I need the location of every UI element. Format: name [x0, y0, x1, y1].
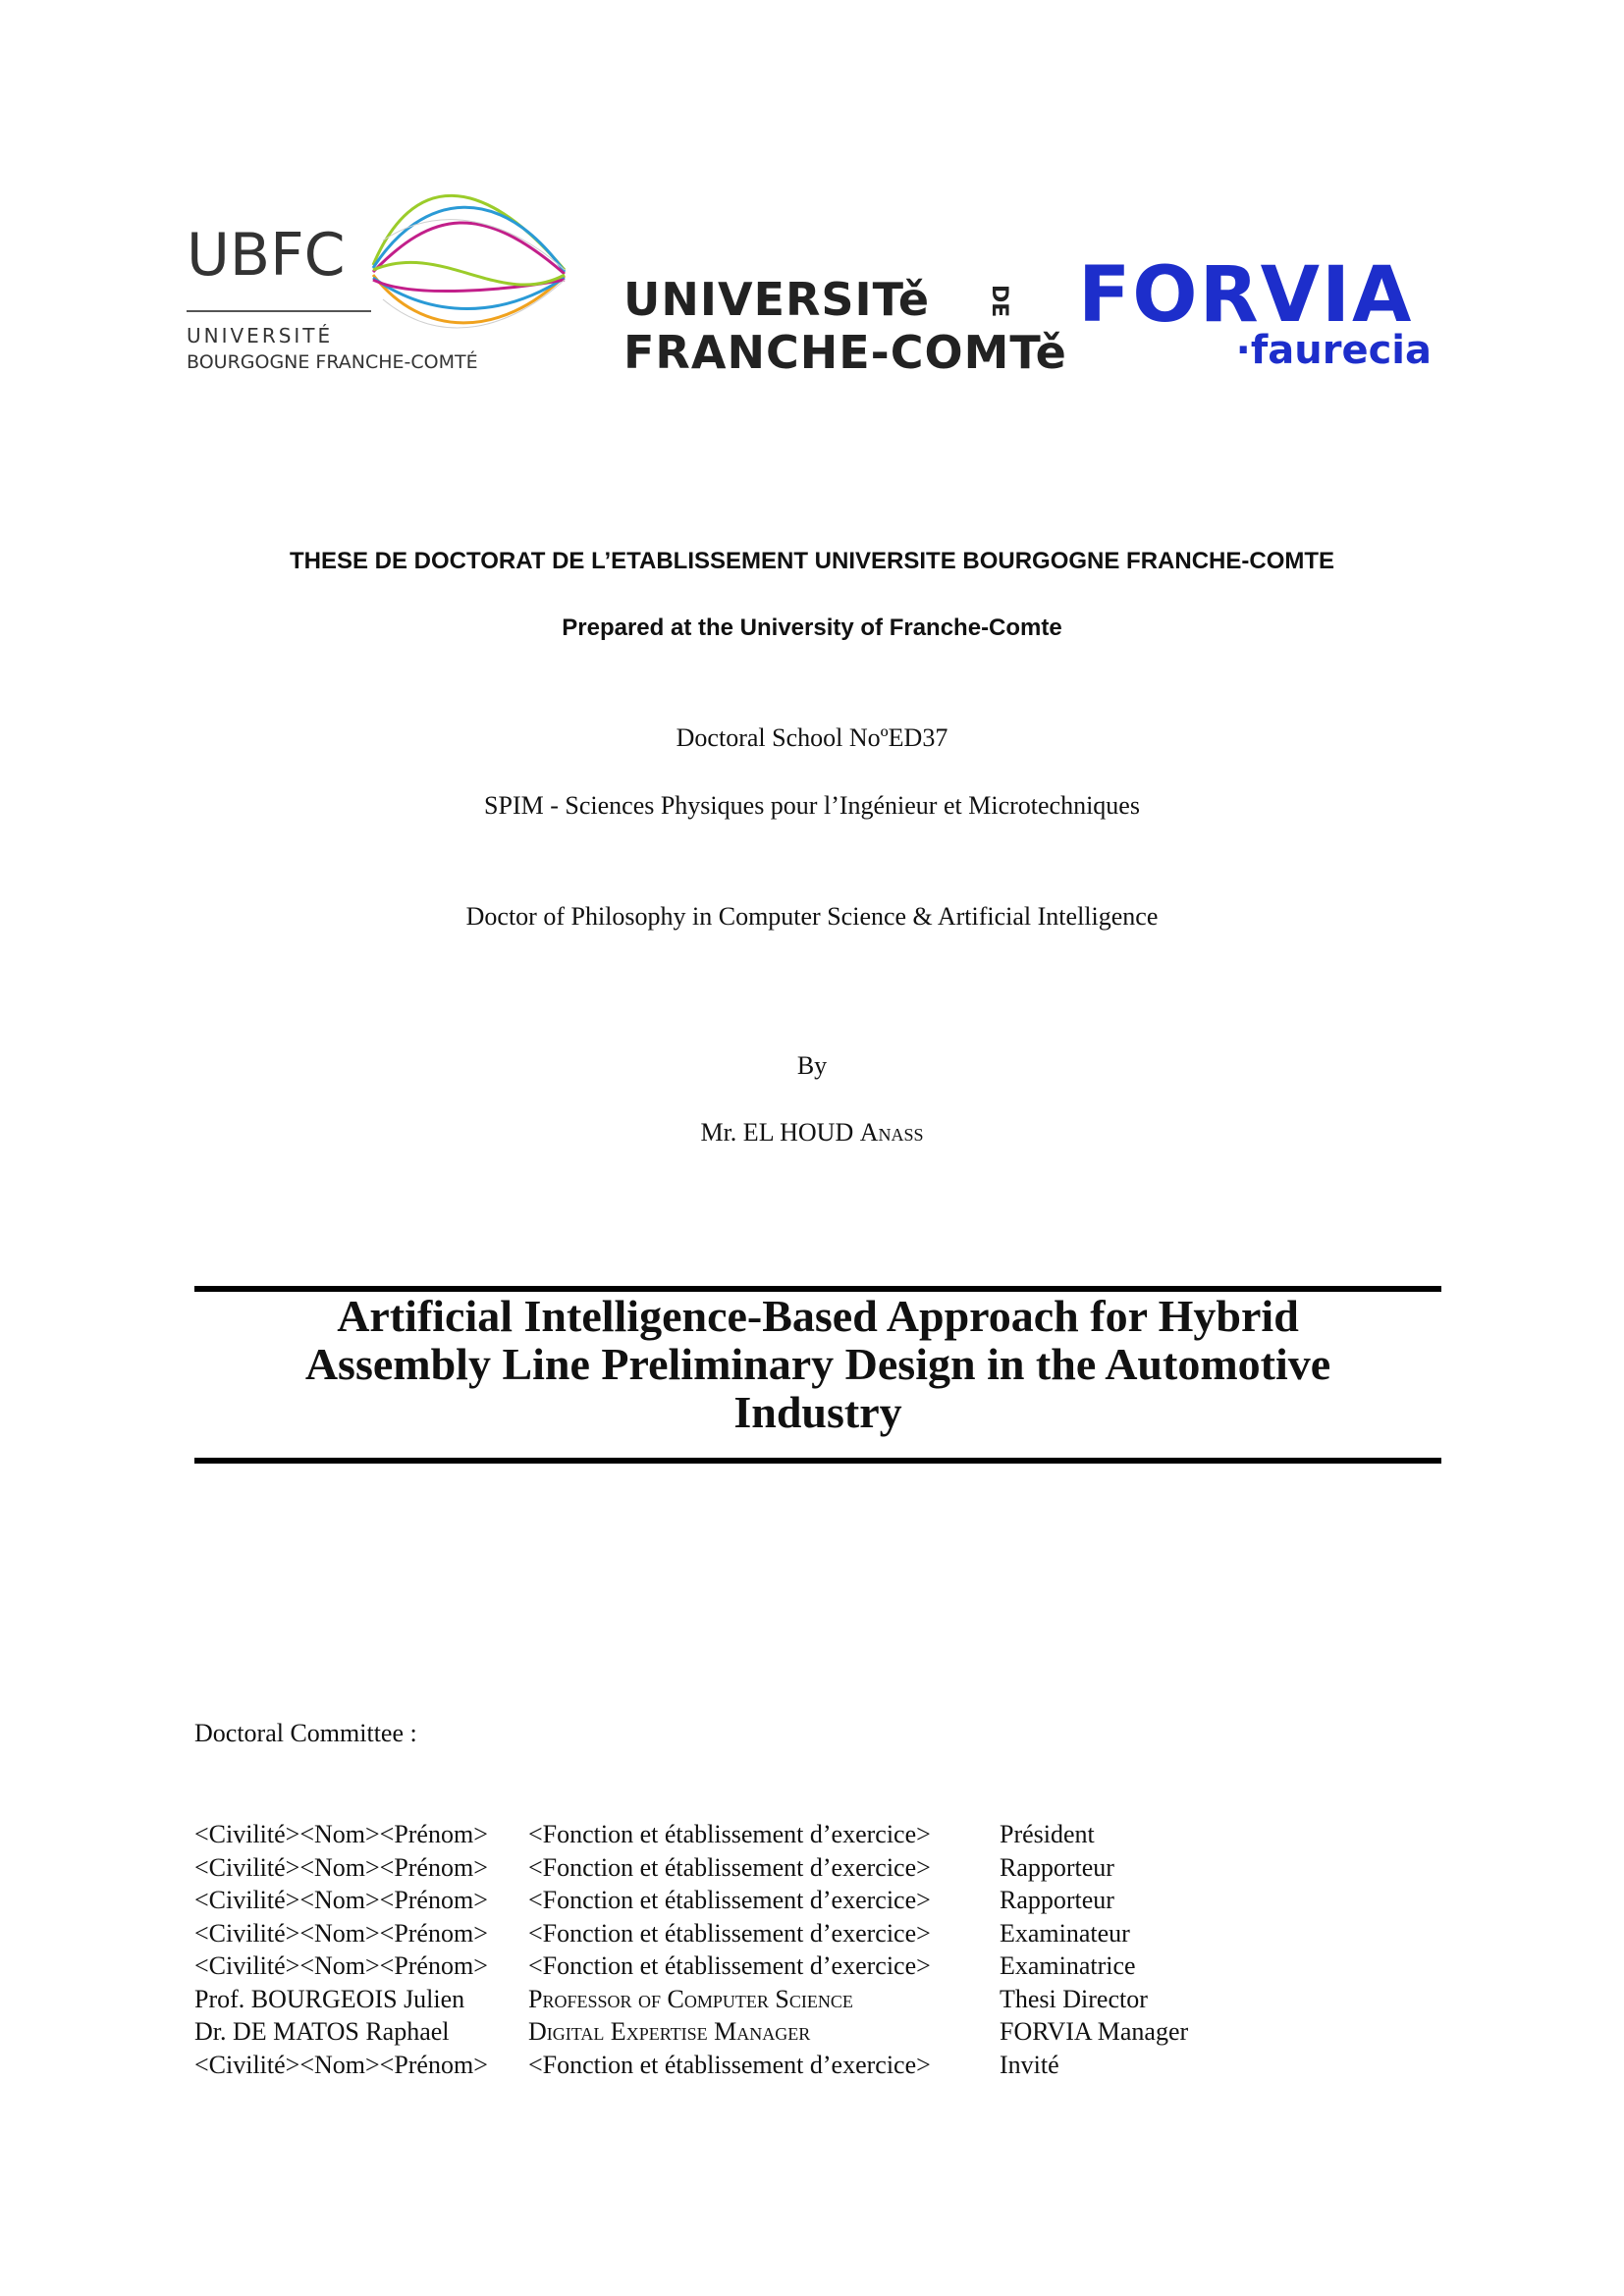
ufc-logo — [623, 267, 1067, 385]
thesis-title-line1: Artificial Intelligence-Based Approach for Hybrid — [337, 1291, 1299, 1341]
member-role: Rapporteur — [1000, 1852, 1114, 1882]
member-role: FORVIA Manager — [1000, 2017, 1189, 2046]
member-function: <Fonction et établissement d’exercice> — [528, 1852, 931, 1882]
title-bottom-rule — [194, 1458, 1441, 1464]
thesis-title — [194, 1292, 1441, 1436]
ubfc-mark: UBFC — [187, 221, 346, 290]
member-function: <Fonction et établissement d’exercice> — [528, 2050, 931, 2079]
by-label: By — [796, 1051, 828, 1080]
forvia-logo — [1078, 251, 1441, 380]
committee-row — [194, 1949, 1294, 1983]
member-function: Digital Expertise Manager — [528, 2017, 811, 2046]
member-name: Dr. DE MATOS Raphael — [194, 2017, 450, 2046]
member-function: <Fonction et établissement d’exercice> — [528, 1886, 931, 1914]
doctoral-school: Doctoral School NoºED37 — [676, 723, 948, 752]
forvia-mark: FORVIA — [1078, 251, 1414, 340]
member-role: Examinatrice — [1000, 1951, 1136, 1980]
committee-row — [194, 1818, 1294, 1851]
member-name: <Civilité><Nom><Prénom> — [194, 1886, 488, 1914]
member-role: Invité — [1000, 2050, 1059, 2079]
ufc-de: DE — [987, 285, 1011, 318]
member-name: <Civilité><Nom><Prénom> — [194, 1820, 488, 1848]
ubfc-line2: BOURGOGNE FRANCHE-COMTÉ — [187, 351, 478, 373]
committee-row — [194, 2049, 1294, 2082]
prepared-at: Prepared at the University of Franche-Comte — [562, 614, 1062, 641]
member-role: Président — [1000, 1820, 1095, 1848]
degree-line: Doctor of Philosophy in Computer Science & Artificial Intelligence — [465, 902, 1159, 931]
author-name — [0, 1118, 1624, 1148]
committee-row — [194, 2015, 1294, 2049]
member-role: Examinateur — [1000, 1918, 1130, 1948]
thesis-heading: THESE DE DOCTORAT DE L’ETABLISSEMENT UNIVERSITE BOURGOGNE FRANCHE-COMTE — [289, 548, 1335, 574]
ufc-line1: UNIVERSITě — [623, 273, 931, 326]
ufc-line2: FRANCHE-COMTě — [623, 326, 1067, 379]
member-role: Rapporteur — [1000, 1886, 1114, 1914]
ubfc-line1: UNIVERSITÉ — [187, 324, 334, 347]
thesis-title-line2: Assembly Line Preliminary Design in the Automotive — [304, 1339, 1331, 1389]
committee-label: Doctoral Committee : — [194, 1719, 417, 1747]
member-name: <Civilité><Nom><Prénom> — [194, 2050, 488, 2079]
committee-row — [194, 1851, 1294, 1885]
member-name: <Civilité><Nom><Prénom> — [194, 1852, 488, 1882]
member-function: <Fonction et établissement d’exercice> — [528, 1820, 931, 1848]
member-name: Prof. BOURGEOIS Julien — [194, 1984, 465, 2013]
member-name: <Civilité><Nom><Prénom> — [194, 1918, 488, 1948]
spim-line: SPIM - Sciences Physiques pour l’Ingénieur et Microtechniques — [484, 791, 1140, 820]
committee-table — [194, 1818, 1294, 2081]
member-function: <Fonction et établissement d’exercice> — [528, 1918, 931, 1948]
member-function: <Fonction et établissement d’exercice> — [528, 1951, 931, 1980]
ubfc-logo — [187, 182, 579, 378]
author-given-name: Anass — [859, 1118, 924, 1147]
committee-row — [194, 1917, 1294, 1950]
ubfc-waves-graphic — [187, 182, 579, 378]
member-role: Thesi Director — [1000, 1984, 1148, 2013]
member-function: Professor of Computer Science — [528, 1984, 853, 2013]
committee-row — [194, 1983, 1294, 2016]
faurecia-mark: ·faurecia — [1235, 328, 1432, 373]
committee-row — [194, 1884, 1294, 1917]
author-prefix: Mr. EL HOUD — [700, 1118, 854, 1147]
thesis-title-line3: Industry — [733, 1387, 902, 1437]
member-name: <Civilité><Nom><Prénom> — [194, 1951, 488, 1980]
